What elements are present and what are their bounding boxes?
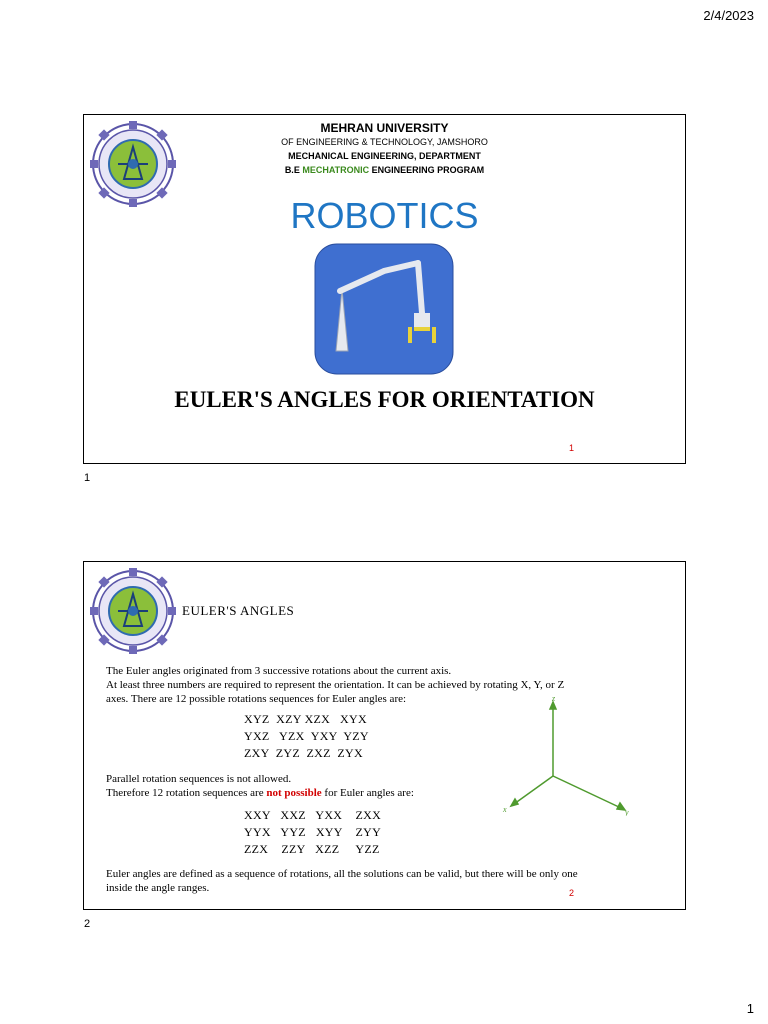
parallel-line-2-pre: Therefore 12 rotation sequences are [106, 787, 267, 799]
y-axis-line [553, 776, 621, 808]
disallowed-sequence-row: ZZX ZZY XZZ YZZ [244, 842, 380, 856]
allowed-sequence-row: XYZ XZY XZX XYX [244, 712, 367, 726]
slide-1-label: 1 [84, 472, 91, 484]
slide-heading: EULER'S ANGLES [182, 603, 295, 618]
lecture-title: EULER'S ANGLES FOR ORIENTATION [174, 387, 595, 412]
allowed-sequence-row: ZXY ZYZ ZXZ ZYX [244, 746, 363, 760]
allowed-sequence-row: YXZ YZX YXY YZY [244, 729, 369, 743]
not-possible-emphasis: not possible [266, 787, 322, 799]
parallel-line-1: Parallel rotation sequences is not allowed. [106, 773, 292, 785]
slide-2 [83, 561, 686, 910]
page-date: 2/4/2023 [703, 8, 754, 23]
program-prefix: B.E [284, 165, 303, 175]
slide-index: 1 [569, 443, 575, 453]
program-name [84, 165, 685, 175]
program-highlight: MECHATRONIC [302, 165, 370, 175]
parallel-line-2-post: for Euler angles are: [321, 787, 414, 799]
z-axis-label: z [552, 694, 556, 703]
y-axis-label: y [625, 808, 629, 816]
slide-index: 2 [569, 888, 575, 898]
university-subtitle: OF ENGINEERING & TECHNOLOGY, JAMSHORO [281, 137, 488, 147]
course-title: ROBOTICS [290, 195, 479, 236]
x-axis-label: x [503, 805, 507, 814]
definition-line-2: inside the angle ranges. [106, 882, 210, 894]
robot-arm-image [314, 243, 454, 375]
intro-line-1: The Euler angles originated from 3 successive rotations about the current axis. [106, 665, 452, 677]
program-suffix: ENGINEERING PROGRAM [369, 165, 485, 175]
disallowed-sequence-row: XXY XXZ YXX ZXX [244, 808, 382, 822]
page-number: 1 [746, 1001, 754, 1016]
intro-line-3: axes. There are 12 possible rotations sequences for Euler angles are: [106, 693, 407, 705]
z-axis-arrow [550, 702, 556, 709]
slide-2-label: 2 [84, 918, 91, 930]
y-axis-arrow [617, 803, 625, 810]
slide-1 [83, 114, 686, 464]
x-axis-line [514, 776, 553, 804]
disallowed-sequence-row: YYX YYZ XYY ZYY [244, 825, 382, 839]
coordinate-axes-diagram [499, 692, 634, 816]
x-axis-arrow [511, 799, 518, 806]
university-logo-icon [88, 566, 178, 656]
parallel-line-2 [106, 786, 414, 800]
university-name: MEHRAN UNIVERSITY [320, 121, 449, 135]
department-name: MECHANICAL ENGINEERING, DEPARTMENT [288, 151, 481, 161]
definition-line-1: Euler angles are defined as a sequence of rotations, all the solutions can be valid, but there will be only one [106, 868, 578, 880]
intro-line-2: At least three numbers are required to represent the orientation. It can be achieved by rotating X, Y, or Z [106, 679, 565, 691]
